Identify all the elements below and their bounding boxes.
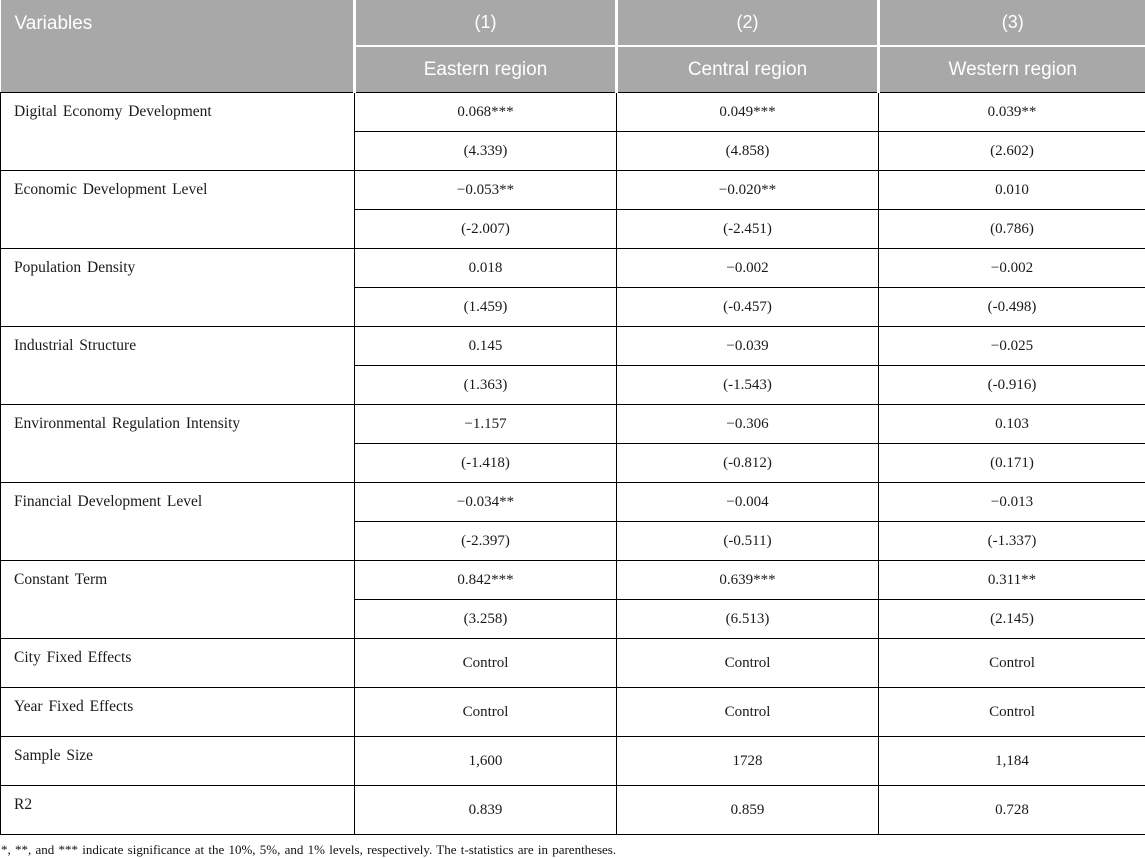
tstat-value: (1.363): [355, 366, 617, 405]
coefficient-value: −0.306: [617, 405, 879, 444]
variable-label: Financial Development Level: [1, 483, 355, 561]
coefficient-value: −0.020**: [617, 171, 879, 210]
tstat-value: (0.171): [879, 444, 1145, 483]
coefficient-value: −0.053**: [355, 171, 617, 210]
summary-row: [1, 639, 1145, 688]
header-model-1: (1): [355, 0, 617, 46]
row-value: Control: [617, 639, 879, 688]
row-label: City Fixed Effects: [1, 639, 355, 688]
row-value: Control: [879, 688, 1145, 737]
row-value: 0.728: [879, 786, 1145, 835]
tstat-value: (4.858): [617, 132, 879, 171]
coefficient-value: 0.639***: [617, 561, 879, 600]
coefficient-row: [1, 483, 1145, 522]
variable-label: Digital Economy Development: [1, 93, 355, 171]
row-value: 1,184: [879, 737, 1145, 786]
coefficient-value: 0.103: [879, 405, 1145, 444]
summary-row: [1, 786, 1145, 835]
coefficient-value: 0.018: [355, 249, 617, 288]
row-label: Sample Size: [1, 737, 355, 786]
tstat-value: (1.459): [355, 288, 617, 327]
header-region-western: Western region: [879, 46, 1145, 93]
variable-label: Environmental Regulation Intensity: [1, 405, 355, 483]
tstat-value: (2.145): [879, 600, 1145, 639]
tstat-value: (-2.451): [617, 210, 879, 249]
coefficient-value: 0.068***: [355, 93, 617, 132]
variable-label: Economic Development Level: [1, 171, 355, 249]
variable-label: Population Density: [1, 249, 355, 327]
coefficient-value: −0.034**: [355, 483, 617, 522]
tstat-value: (-0.457): [617, 288, 879, 327]
coefficient-value: −0.039: [617, 327, 879, 366]
coefficient-value: −0.002: [617, 249, 879, 288]
coefficient-value: −0.025: [879, 327, 1145, 366]
coefficient-value: 0.010: [879, 171, 1145, 210]
tstat-value: (-1.543): [617, 366, 879, 405]
tstat-value: (4.339): [355, 132, 617, 171]
tstat-value: (6.513): [617, 600, 879, 639]
tstat-value: (3.258): [355, 600, 617, 639]
tstat-value: (-0.812): [617, 444, 879, 483]
coefficient-row: [1, 249, 1145, 288]
coefficient-value: −0.004: [617, 483, 879, 522]
tstat-value: (-2.007): [355, 210, 617, 249]
coefficient-value: −1.157: [355, 405, 617, 444]
row-label: R2: [1, 786, 355, 835]
row-value: 1728: [617, 737, 879, 786]
tstat-value: (-0.511): [617, 522, 879, 561]
summary-row: [1, 688, 1145, 737]
header-region-eastern: Eastern region: [355, 46, 617, 93]
header-row-model-numbers: [1, 0, 1145, 46]
row-value: Control: [617, 688, 879, 737]
coefficient-row: [1, 561, 1145, 600]
tstat-value: (-2.397): [355, 522, 617, 561]
variable-label: Constant Term: [1, 561, 355, 639]
row-value: Control: [355, 688, 617, 737]
tstat-value: (-0.498): [879, 288, 1145, 327]
row-value: 1,600: [355, 737, 617, 786]
tstat-value: (-0.916): [879, 366, 1145, 405]
coefficient-value: −0.013: [879, 483, 1145, 522]
header-model-3: (3): [879, 0, 1145, 46]
table-header: [1, 0, 1145, 93]
coefficient-row: [1, 405, 1145, 444]
table-footnote: *, **, and *** indicate significance at the 10%, 5%, and 1% levels, respectively. The t-statistics are in parentheses.: [1, 842, 1145, 858]
coefficient-value: 0.145: [355, 327, 617, 366]
tstat-value: (-1.418): [355, 444, 617, 483]
table-body: [1, 93, 1145, 835]
variable-label: Industrial Structure: [1, 327, 355, 405]
coefficient-value: −0.002: [879, 249, 1145, 288]
row-label: Year Fixed Effects: [1, 688, 355, 737]
header-region-central: Central region: [617, 46, 879, 93]
tstat-value: (-1.337): [879, 522, 1145, 561]
coefficient-value: 0.039**: [879, 93, 1145, 132]
tstat-value: (2.602): [879, 132, 1145, 171]
summary-row: [1, 737, 1145, 786]
coefficient-row: [1, 327, 1145, 366]
row-value: Control: [355, 639, 617, 688]
tstat-value: (0.786): [879, 210, 1145, 249]
header-variables: Variables: [1, 0, 355, 93]
coefficient-row: [1, 171, 1145, 210]
row-value: 0.839: [355, 786, 617, 835]
row-value: 0.859: [617, 786, 879, 835]
coefficient-row: [1, 93, 1145, 132]
coefficient-value: 0.842***: [355, 561, 617, 600]
coefficient-value: 0.311**: [879, 561, 1145, 600]
row-value: Control: [879, 639, 1145, 688]
header-model-2: (2): [617, 0, 879, 46]
coefficient-value: 0.049***: [617, 93, 879, 132]
